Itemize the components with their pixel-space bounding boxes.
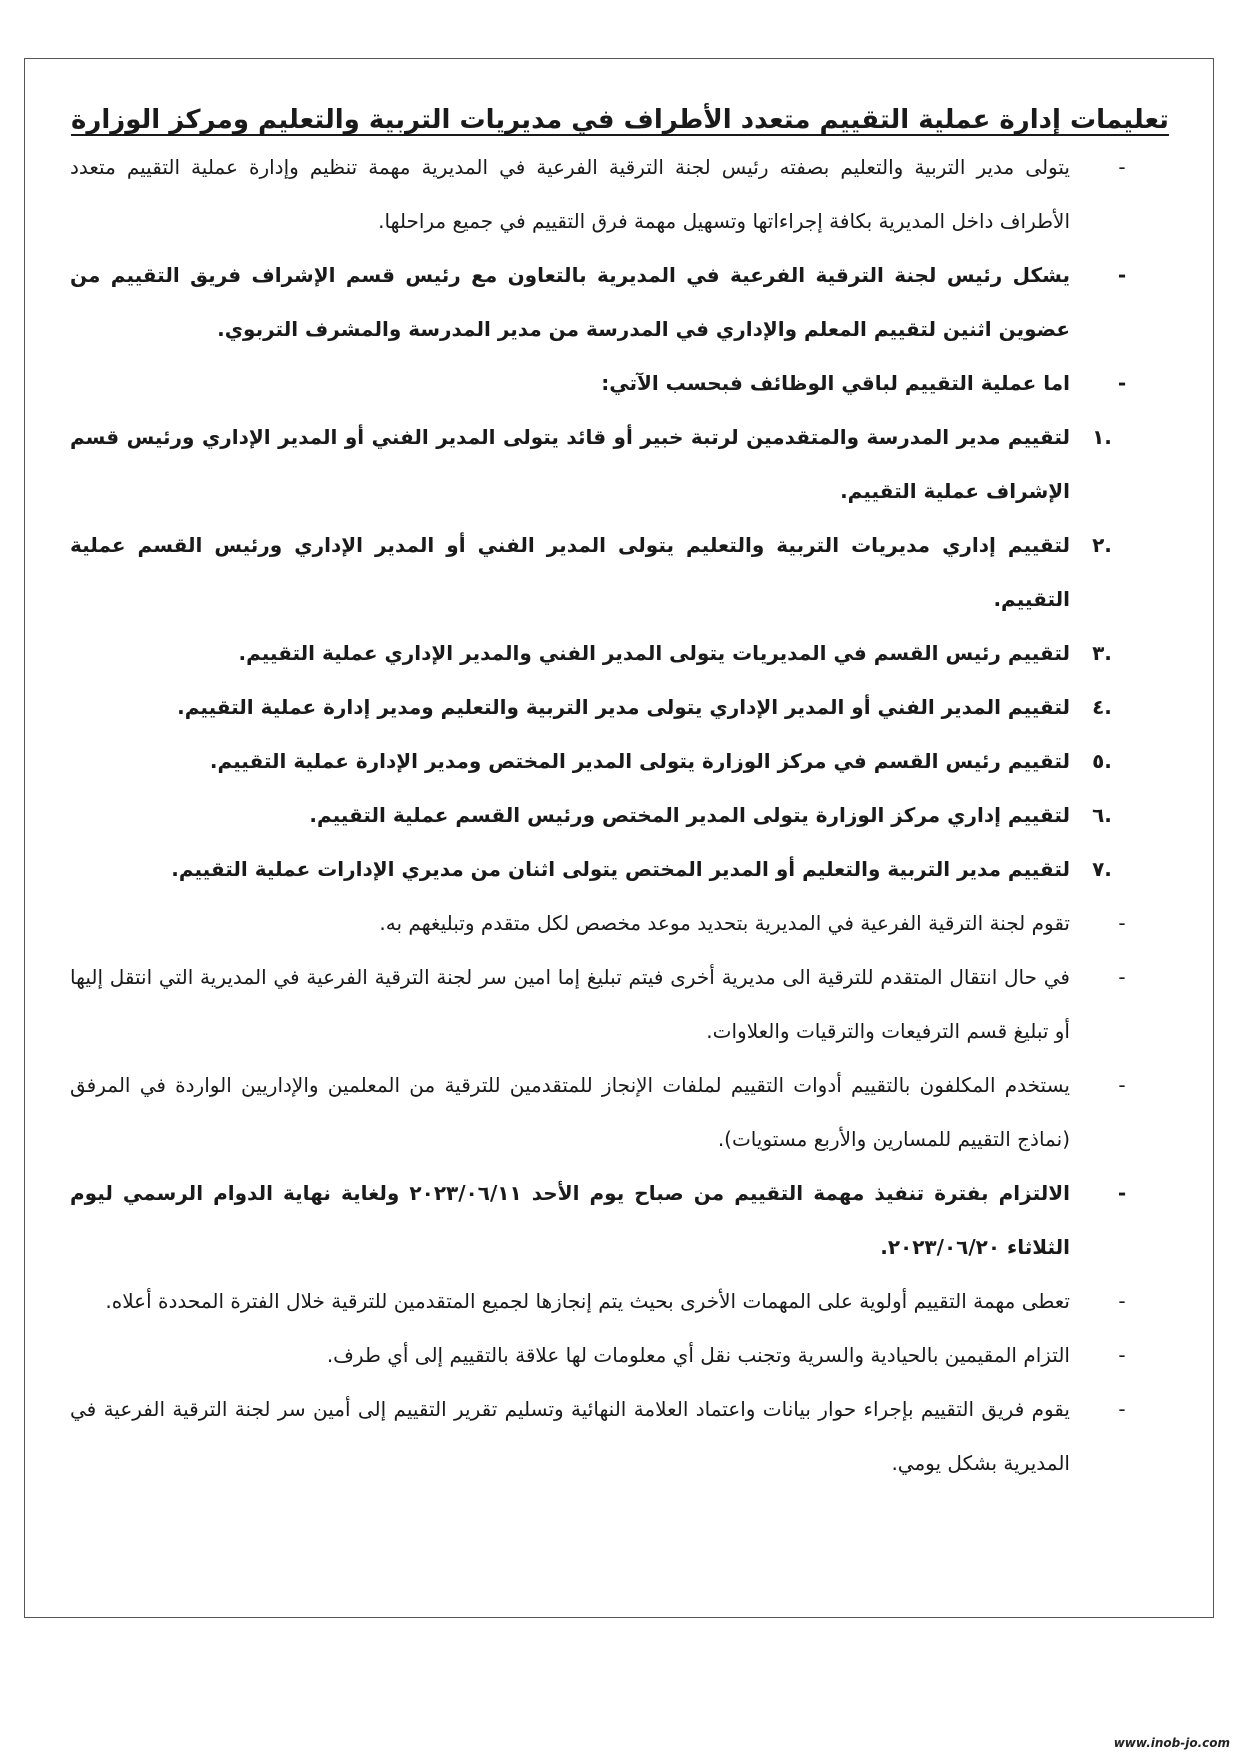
- list-item: [70, 356, 1127, 410]
- list-item: [70, 1166, 1127, 1274]
- item-text: التزام المقيمين بالحيادية والسرية وتجنب نقل أي معلومات لها علاقة بالتقييم إلى أي طرف.: [326, 1343, 1070, 1367]
- list-item: [70, 788, 1112, 842]
- list-item: [70, 1274, 1126, 1328]
- bullet-marker: -: [1118, 1289, 1126, 1313]
- bullet-marker: -: [1118, 1397, 1126, 1421]
- item-text: تعطى مهمة التقييم أولوية على المهمات الأخرى بحيث يتم إنجازها لجميع المتقدمين للترقية خلال الفترة المحددة أعلاه.: [105, 1289, 1070, 1313]
- list-item: [70, 1328, 1126, 1382]
- bullet-marker: -: [1117, 1181, 1127, 1205]
- item-text: يستخدم المكلفون بالتقييم أدوات التقييم لملفات الإنجاز للمتقدمين للترقية من المعلمين والإداريين الواردة في المرفق (نماذج التقييم للمسارين والأربع مستويات).: [70, 1073, 1070, 1151]
- footer-website-url: www.inob-jo.com: [1113, 1736, 1230, 1750]
- number-marker: .٣: [1092, 641, 1112, 665]
- item-text: لتقييم إداري مركز الوزارة يتولى المدير المختص ورئيس القسم عملية التقييم.: [309, 803, 1070, 827]
- list-item: [70, 248, 1127, 356]
- bullet-marker: -: [1117, 263, 1127, 287]
- number-marker: .١: [1092, 425, 1112, 449]
- bullet-marker: -: [1117, 371, 1127, 395]
- bullet-marker: -: [1118, 155, 1126, 179]
- bullet-marker: -: [1118, 965, 1126, 989]
- item-text: يتولى مدير التربية والتعليم بصفته رئيس لجنة الترقية الفرعية في المديرية مهمة تنظيم وإدارة عملية التقييم متعدد الأطراف داخل المديرية بكافة إجراءاتها وتسهيل مهمة فرق التقييم في جميع مراحلها.: [70, 155, 1070, 233]
- item-text: يقوم فريق التقييم بإجراء حوار بيانات واعتماد العلامة النهائية وتسليم تقرير التقييم إلى أمين سر لجنة الترقية الفرعية في المديرية بشكل يومي.: [70, 1397, 1070, 1475]
- number-marker: .٥: [1092, 749, 1112, 773]
- item-text: تقوم لجنة الترقية الفرعية في المديرية بتحديد موعد مخصص لكل متقدم وتبليغهم به.: [379, 911, 1070, 935]
- item-text: لتقييم مدير التربية والتعليم أو المدير المختص يتولى اثنان من مديري الإدارات عملية التقييم.: [171, 857, 1070, 881]
- list-item: [70, 896, 1126, 950]
- number-marker: .٤: [1092, 695, 1112, 719]
- number-marker: .٢: [1092, 533, 1112, 557]
- instructions-list: [70, 140, 1127, 1490]
- list-item: [70, 1382, 1126, 1490]
- list-item: [70, 518, 1112, 626]
- bullet-marker: -: [1118, 911, 1126, 935]
- item-text: يشكل رئيس لجنة الترقية الفرعية في المديرية بالتعاون مع رئيس قسم الإشراف فريق التقييم من عضوين اثنين لتقييم المعلم والإداري في المدرسة من مدير المدرسة والمشرف التربوي.: [70, 263, 1070, 341]
- list-item: [70, 626, 1112, 680]
- bullet-marker: -: [1118, 1343, 1126, 1367]
- list-item: [70, 950, 1126, 1058]
- list-item: [70, 1058, 1126, 1166]
- list-item: [70, 680, 1112, 734]
- list-item: [70, 842, 1112, 896]
- bullet-marker: -: [1118, 1073, 1126, 1097]
- item-text: اما عملية التقييم لباقي الوظائف فبحسب الآتي:: [601, 371, 1070, 395]
- item-text: لتقييم إداري مديريات التربية والتعليم يتولى المدير الفني أو المدير الإداري ورئيس القسم عملية التقييم.: [70, 533, 1070, 611]
- item-text: لتقييم المدير الفني أو المدير الإداري يتولى مدير التربية والتعليم ومدير إدارة عملية التقييم.: [177, 695, 1070, 719]
- list-item: [70, 140, 1126, 248]
- item-text: في حال انتقال المتقدم للترقية الى مديرية أخرى فيتم تبليغ إما امين سر لجنة الترقية الفرعية في المديرية التي انتقل إليها أو تبليغ قسم الترفيعات والترقيات والعلاوات.: [70, 965, 1070, 1043]
- item-text: الالتزام بفترة تنفيذ مهمة التقييم من صباح يوم الأحد ٢٠٢٣/٠٦/١١ ولغاية نهاية الدوام الرسمي ليوم الثلاثاء ٢٠٢٣/٠٦/٢٠.: [70, 1181, 1071, 1259]
- list-item: [70, 410, 1112, 518]
- item-text: لتقييم رئيس القسم في مركز الوزارة يتولى المدير المختص ومدير الإدارة عملية التقييم.: [209, 749, 1070, 773]
- item-text: لتقييم مدير المدرسة والمتقدمين لرتبة خبير أو قائد يتولى المدير الفني أو المدير الإداري ورئيس قسم الإشراف عملية التقييم.: [70, 425, 1070, 503]
- list-item: [70, 734, 1112, 788]
- item-text: لتقييم رئيس القسم في المديريات يتولى المدير الفني والمدير الإداري عملية التقييم.: [238, 641, 1070, 665]
- number-marker: .٦: [1092, 803, 1112, 827]
- number-marker: .٧: [1092, 857, 1112, 881]
- document-title: تعليمات إدارة عملية التقييم متعدد الأطراف في مديريات التربية والتعليم ومركز الوزارة: [71, 105, 1169, 136]
